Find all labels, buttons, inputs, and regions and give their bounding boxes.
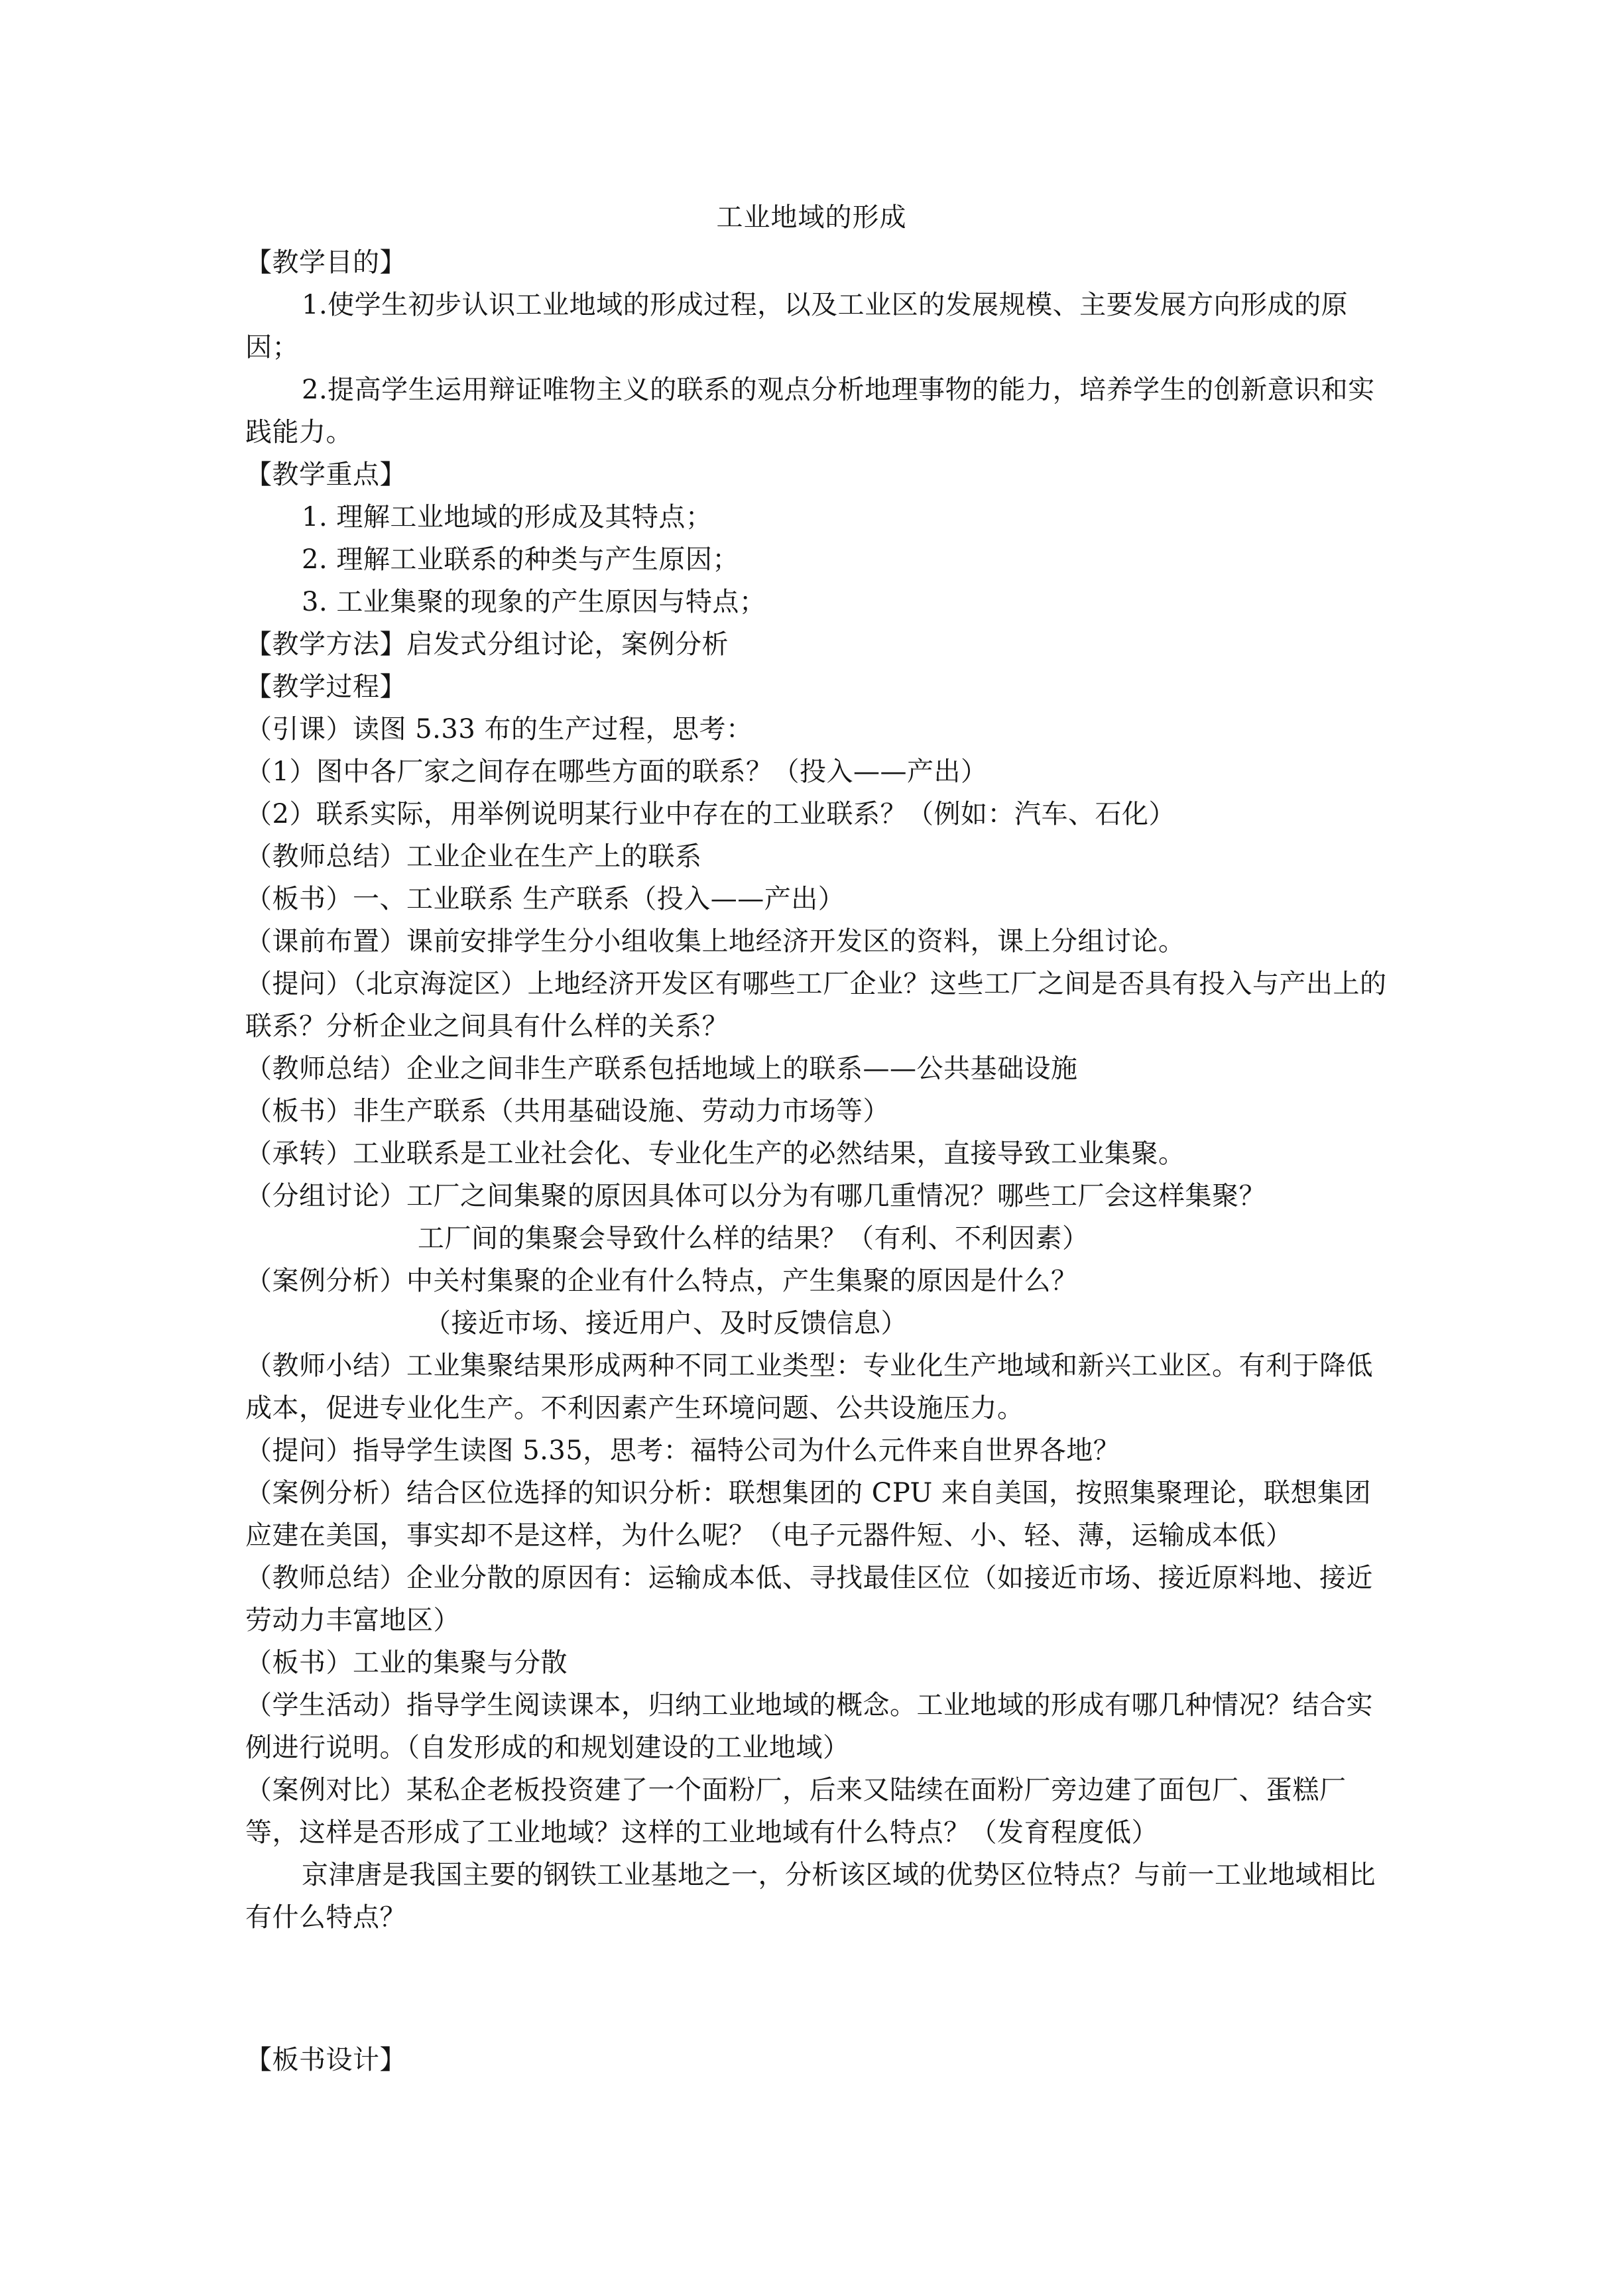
process-line: （板书）非生产联系（共用基础设施、劳动力市场等） (245, 1096, 890, 1126)
process-line: （学生活动）指导学生阅读课本，归纳工业地域的概念。工业地域的形成有哪几种情况？结合实例进行说明。（自发形成的和规划建设的工业地域） (245, 1690, 1373, 1763)
process-line: 工厂间的集聚会导致什么样的结果？（有利、不利因素） (418, 1223, 1089, 1254)
process-line: （接近市场、接近用户、及时反馈信息） (424, 1308, 908, 1339)
process-line: （提问）（北京海淀区）上地经济开发区有哪些工厂企业？这些工厂之间是否具有投入与产出上的联系？分析企业之间具有什么样的关系？ (245, 969, 1387, 1042)
process-line: （分组讨论）工厂之间集聚的原因具体可以分为有哪几重情况？哪些工厂会这样集聚？ (245, 1181, 1266, 1211)
process-line: （课前布置）课前安排学生分小组收集上地经济开发区的资料，课上分组讨论。 (245, 926, 1185, 957)
process-line: （教师总结）企业之间非生产联系包括地域上的联系——公共基础设施 (245, 1054, 1078, 1084)
process-line: （教师总结）工业企业在生产上的联系 (245, 841, 702, 872)
process-line: （2）联系实际，用举例说明某行业中存在的工业联系？（例如：汽车、石化） (245, 799, 1175, 829)
focus-item-2: 2. 理解工业联系的种类与产生原因； (302, 544, 739, 575)
process-line: （引课）读图 5.33 布的生产过程，思考： (245, 714, 753, 745)
process-line: （教师总结）企业分散的原因有：运输成本低、寻找最佳区位（如接近市场、接近原料地、接近劳动力丰富地区） (245, 1563, 1373, 1636)
board-design-heading: 【板书设计】 (245, 2045, 406, 2075)
process-line: （案例分析）中关村集聚的企业有什么特点，产生集聚的原因是什么？ (245, 1266, 1078, 1296)
process-line: （板书）工业的集聚与分散 (245, 1648, 568, 1678)
process-line: （案例对比）某私企老板投资建了一个面粉厂，后来又陆续在面粉厂旁边建了面包厂、蛋糕厂等，这样是否形成了工业地域？这样的工业地域有什么特点？（发育程度低） (245, 1775, 1347, 1848)
process-line: 京津唐是我国主要的钢铁工业基地之一，分析该区域的优势区位特点？与前一工业地域相比有什么特点？ (245, 1860, 1376, 1933)
process-line: （板书）一、工业联系 生产联系（投入——产出） (245, 884, 845, 914)
process-line: （承转）工业联系是工业社会化、专业化生产的必然结果，直接导致工业集聚。 (245, 1138, 1185, 1169)
objectives-heading: 【教学目的】 (245, 247, 406, 278)
process-line: （1）图中各厂家之间存在哪些方面的联系？（投入——产出） (245, 756, 988, 787)
process-line: （教师小结）工业集聚结果形成两种不同工业类型：专业化生产地域和新兴工业区。有利于降低成本，促进专业化生产。不利因素产生环境问题、公共设施压力。 (245, 1351, 1373, 1423)
focus-heading: 【教学重点】 (245, 459, 406, 490)
method-line: 【教学方法】启发式分组讨论，案例分析 (245, 629, 729, 660)
document-title: 工业地域的形成 (716, 202, 907, 233)
process-line: （提问）指导学生读图 5.35，思考：福特公司为什么元件来自世界各地？ (245, 1435, 1120, 1466)
focus-item-1: 1. 理解工业地域的形成及其特点； (302, 502, 713, 532)
process-heading: 【教学过程】 (245, 672, 406, 702)
objective-1: 1.使学生初步认识工业地域的形成过程，以及工业区的发展规模、主要发展方向形成的原因； (245, 290, 1349, 363)
objective-2: 2.提高学生运用辩证唯物主义的联系的观点分析地理事物的能力，培养学生的创新意识和实践能力。 (245, 375, 1375, 448)
document-body (245, 241, 1392, 1939)
focus-item-3: 3. 工业集聚的现象的产生原因与特点； (302, 587, 766, 617)
process-line: （案例分析）结合区位选择的知识分析：联想集团的 CPU 来自美国，按照集聚理论，联想集团应建在美国，事实却不是这样，为什么呢？（电子元器件短、小、轻、薄，运输成本低） (245, 1478, 1371, 1551)
